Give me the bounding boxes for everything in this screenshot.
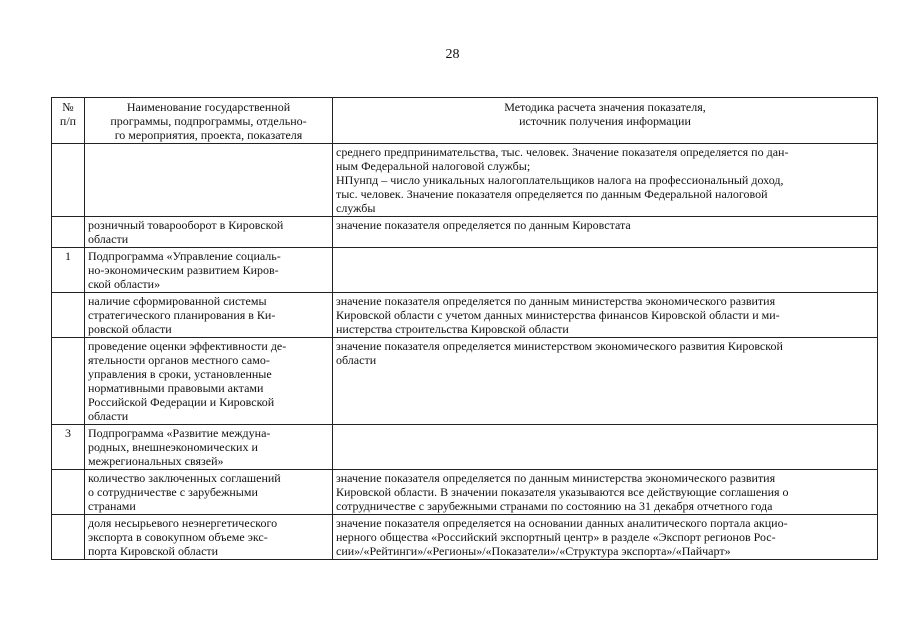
name-line: родных, внешнеэкономических и <box>88 440 258 454</box>
row-name <box>85 248 333 293</box>
methodology-line: нерного общества «Российский экспортный центр» в разделе «Экспорт регионов Рос- <box>336 530 776 544</box>
name-line: порта Кировской области <box>88 544 219 558</box>
methodology-line: Кировской области с учетом данных министерства финансов Кировской области и ми- <box>336 308 780 322</box>
row-name <box>85 515 333 560</box>
methodology-line: нистерства строительства Кировской области <box>336 322 569 336</box>
table-row <box>52 338 878 425</box>
header-number <box>52 98 85 144</box>
name-line: но-экономическим развитием Киров- <box>88 263 279 277</box>
header-name-line: программы, подпрограммы, отдельно- <box>110 114 307 128</box>
name-line: доля несырьевого неэнергетического <box>88 516 278 530</box>
row-number <box>52 515 85 560</box>
row-number <box>52 144 85 217</box>
page-number: 28 <box>445 47 460 62</box>
methodology-line: значение показателя определяется по данным министерства экономического развития <box>336 471 776 485</box>
table-row <box>52 515 878 560</box>
name-line: количество заключенных соглашений <box>88 471 281 485</box>
methodology-line: тыс. человек. Значение показателя определяется по данным Федеральной налоговой <box>336 187 768 201</box>
row-methodology <box>333 338 878 425</box>
row-name <box>85 293 333 338</box>
header-number-line: п/п <box>59 114 77 128</box>
name-line: ровской области <box>88 322 172 336</box>
methodology-line: сотрудничестве с зарубежными странами по состоянию на 31 декабря отчетного года <box>336 499 773 513</box>
row-methodology: значение показателя определяется по данным Кировстата <box>333 217 878 248</box>
row-number <box>52 217 85 248</box>
name-line: проведение оценки эффективности де- <box>88 339 287 353</box>
row-methodology <box>333 470 878 515</box>
name-line: области <box>88 409 129 423</box>
methodology-line: службы <box>336 201 376 215</box>
header-name-line: Наименование государственной <box>126 100 291 114</box>
row-name <box>85 338 333 425</box>
name-line: межрегиональных связей» <box>88 454 224 468</box>
row-name <box>85 217 333 248</box>
methodology-line: значение показателя определяется по данным министерства экономического развития <box>336 294 776 308</box>
row-methodology <box>333 293 878 338</box>
row-number: 1 <box>52 248 85 293</box>
row-name <box>85 470 333 515</box>
table-row <box>52 425 878 470</box>
table-row <box>52 293 878 338</box>
table-header-row <box>52 98 878 144</box>
methodology-line: значение показателя определяется на основании данных аналитического портала акцио- <box>336 516 788 530</box>
methodology-line: среднего предпринимательства, тыс. человек. Значение показателя определяется по дан- <box>336 145 789 159</box>
row-number <box>52 338 85 425</box>
name-line: ской области» <box>88 277 161 291</box>
methodology-line: значение показателя определяется министерством экономического развития Кировской <box>336 339 783 353</box>
row-name <box>85 425 333 470</box>
table-row <box>52 144 878 217</box>
methodology-line: области <box>336 353 377 367</box>
name-line: Подпрограмма «Развитие междуна- <box>88 426 271 440</box>
name-line: наличие сформированной системы <box>88 294 267 308</box>
name-line: о сотрудничестве с зарубежными <box>88 485 258 499</box>
table-row <box>52 470 878 515</box>
table-row <box>52 217 878 248</box>
row-methodology <box>333 515 878 560</box>
name-line: розничный товарооборот в Кировской <box>88 218 284 232</box>
header-number-line: № <box>62 100 74 114</box>
header-methodology <box>333 98 878 144</box>
name-line: Российской Федерации и Кировской <box>88 395 275 409</box>
header-methodology-line: источник получения информации <box>519 114 691 128</box>
methodology-line: Кировской области. В значении показателя указываются все действующие соглашения о <box>336 485 789 499</box>
name-line: управления в сроки, установленные <box>88 367 272 381</box>
name-line: экспорта в совокупном объеме экс- <box>88 530 268 544</box>
header-methodology-line: Методика расчета значения показателя, <box>504 100 706 114</box>
header-name-line: го мероприятия, проекта, показателя <box>114 128 303 142</box>
row-number <box>52 293 85 338</box>
header-name <box>85 98 333 144</box>
row-methodology <box>333 248 878 293</box>
methodology-line: сии»/«Рейтинги»/«Регионы»/«Показатели»/«Структура экспорта»/«Пайчарт» <box>336 544 731 558</box>
row-name <box>85 144 333 217</box>
indicator-methodology-table <box>51 97 878 560</box>
methodology-line: ным Федеральной налоговой службы; <box>336 159 531 173</box>
name-line: нормативными правовыми актами <box>88 381 264 395</box>
row-methodology <box>333 144 878 217</box>
row-number <box>52 470 85 515</box>
name-line: области <box>88 232 129 246</box>
row-methodology <box>333 425 878 470</box>
name-line: ятельности органов местного само- <box>88 353 270 367</box>
row-number: 3 <box>52 425 85 470</box>
table-row <box>52 248 878 293</box>
name-line: странами <box>88 499 136 513</box>
methodology-line: НПунпд – число уникальных налогоплательщиков налога на профессиональный доход, <box>336 173 784 187</box>
name-line: Подпрограмма «Управление социаль- <box>88 249 281 263</box>
name-line: стратегического планирования в Ки- <box>88 308 276 322</box>
